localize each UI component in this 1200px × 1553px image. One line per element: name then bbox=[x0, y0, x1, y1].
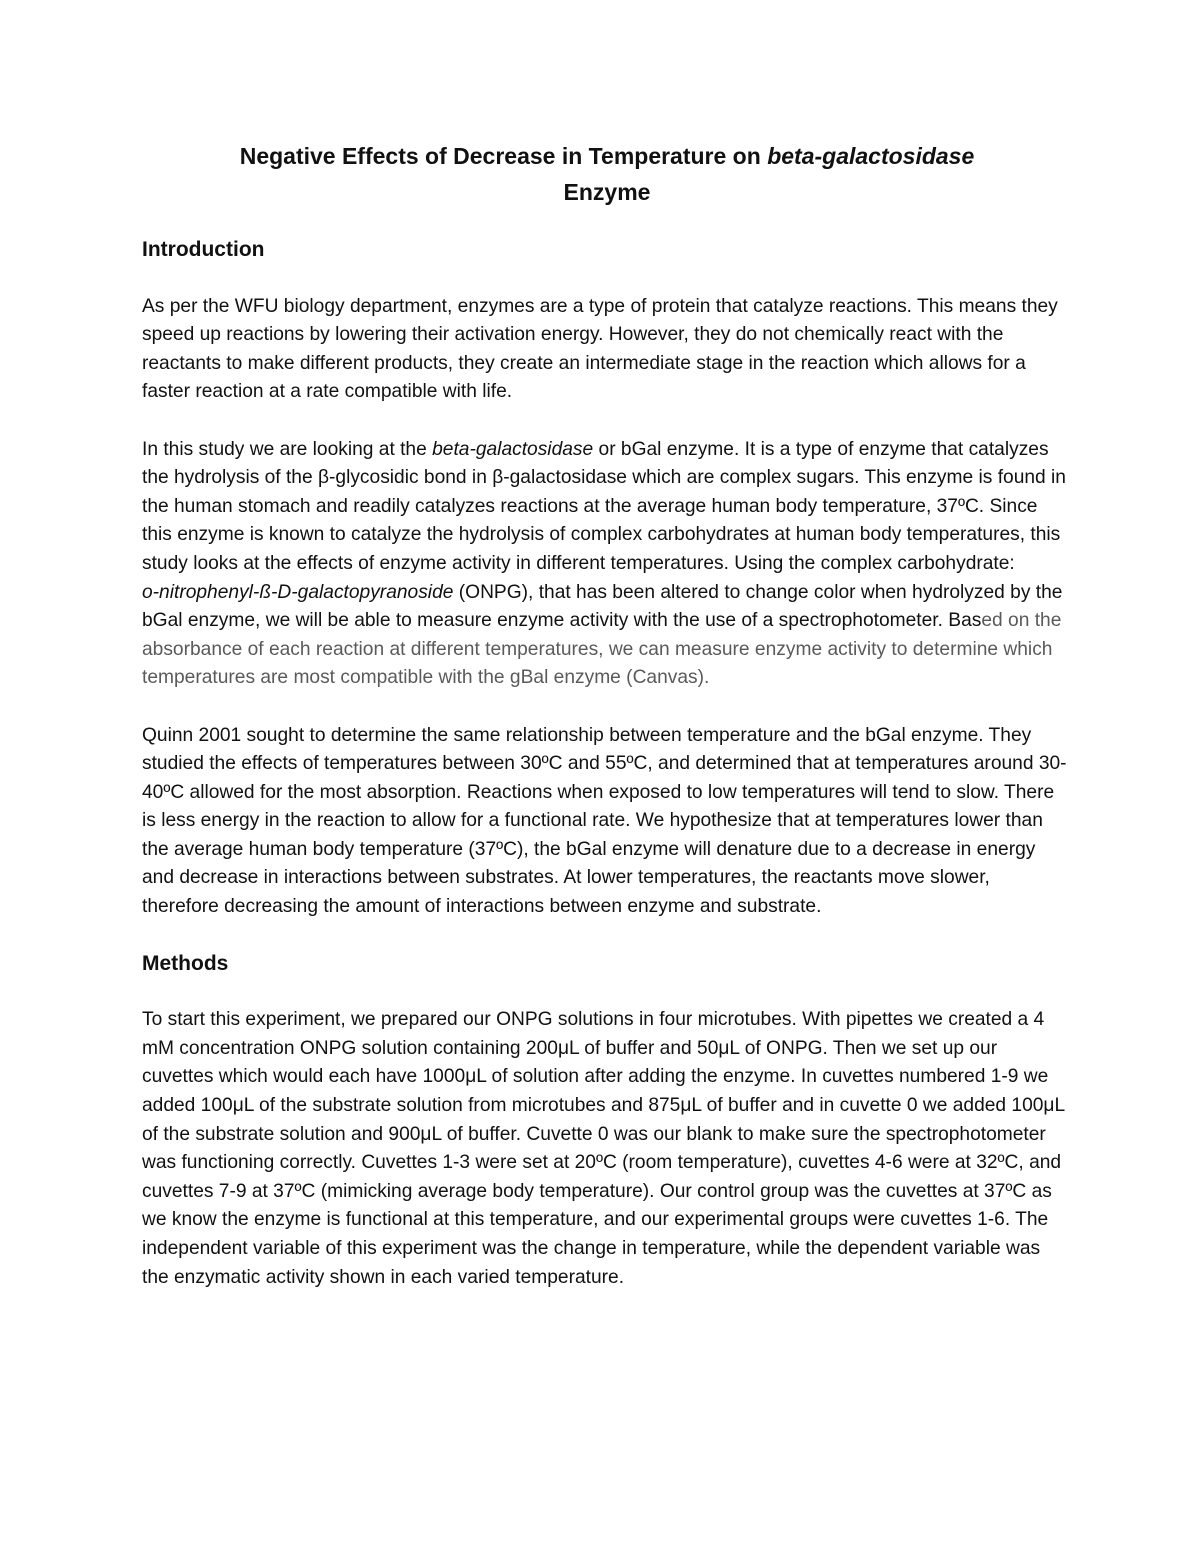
intro-p2-text-c: or bGal enzyme. It is a type of enzyme that catalyzes the hydrolysis of the β-glycosidic bond in β-galactosidase which are complex sugars. This enzyme is found in the human stomach and readily catalyzes reactions at the average human body temperature, 37ºC. Since this enzyme is known to catalyze the hydrolysis of complex carbohydrates at human body temperatures, this study looks at the effects of enzyme activity in different temperatures. Using the complex carbohydrate: bbox=[142, 438, 1066, 574]
intro-p2-text-f: ed on the absorbance of each reaction at different temperatures, we can measure enzyme activity to determine which temperatures are most compatible with the gBal enzyme (Canvas). bbox=[142, 610, 1062, 689]
methods-paragraph-1: To start this experiment, we prepared our ONPG solutions in four microtubes. With pipettes we created a 4 mM concentration ONPG solution containing 200μL of buffer and 50μL of ONPG. Then we set up our cuvettes which would each have 1000μL of solution after adding the enzyme. In cuvettes numbered 1-9 we added 100μL of the substrate solution from microtubes and 875μL of buffer and in cuvette 0 we added 100μL of the substrate solution and 900μL of buffer. Cuvette 0 was our blank to make sure the spectrophotometer was functioning correctly. Cuvettes 1-3 were set at 20ºC (room temperature), cuvettes 4-6 were at 32ºC, and cuvettes 7-9 at 37ºC (mimicking average body temperature). Our control group was the cuvettes at 37ºC as we know the enzyme is functional at this temperature, and our experimental groups were cuvettes 1-6. The independent variable of this experiment was the change in temperature, while the dependent variable was the enzymatic activity shown in each varied temperature. bbox=[142, 1009, 1065, 1288]
document-title bbox=[142, 138, 1072, 210]
intro-paragraph-3: Quinn 2001 sought to determine the same relationship between temperature and the bGal enzyme. They studied the effects of temperatures between 30ºC and 55ºC, and determined that at temperatures around 30-40ºC allowed for the most absorption. Reactions when exposed to low temperatures will tend to slow. There is less energy in the reaction to allow for a functional rate. We hypothesize that at temperatures lower than the average human body temperature (37ºC), the bGal enzyme will denature due to a decrease in energy and decrease in interactions between substrates. At lower temperatures, the reactants move slower, therefore decreasing the amount of interactions between enzyme and substrate. bbox=[142, 724, 1067, 918]
document-body bbox=[142, 138, 1072, 1292]
intro-p2-substrate-name: o-nitrophenyl-ß-D-galactopyranoside bbox=[142, 581, 454, 603]
title-line-2: Enzyme bbox=[563, 179, 651, 205]
introduction-heading: Introduction bbox=[142, 238, 265, 261]
methods-heading: Methods bbox=[142, 951, 229, 975]
intro-p2-text-a: In this study we are looking at the bbox=[142, 438, 433, 460]
intro-paragraph-1: As per the WFU biology department, enzymes are a type of protein that catalyze reactions. This means they speed up reactions by lowering their activation energy. However, they do not chemically react with the reactants to make different products, they create an intermediate stage in the reaction which allows for a faster reaction at a rate compatible with life. bbox=[142, 295, 1058, 403]
title-prefix: Negative Effects of Decrease in Temperature on bbox=[239, 143, 768, 169]
intro-paragraph-2 bbox=[142, 436, 1072, 693]
intro-p2-enzyme-name: beta-galactosidase bbox=[432, 438, 594, 460]
title-line-1 bbox=[142, 138, 1072, 174]
intro-p2-text-e: (ONPG), that has been altered to change color when hydrolyzed by the bGal enzyme, we will be able to measure enzyme activity with the use of a spectrophotometer. Bas bbox=[142, 581, 1063, 632]
title-enzyme-name: beta-galactosidase bbox=[767, 143, 975, 169]
